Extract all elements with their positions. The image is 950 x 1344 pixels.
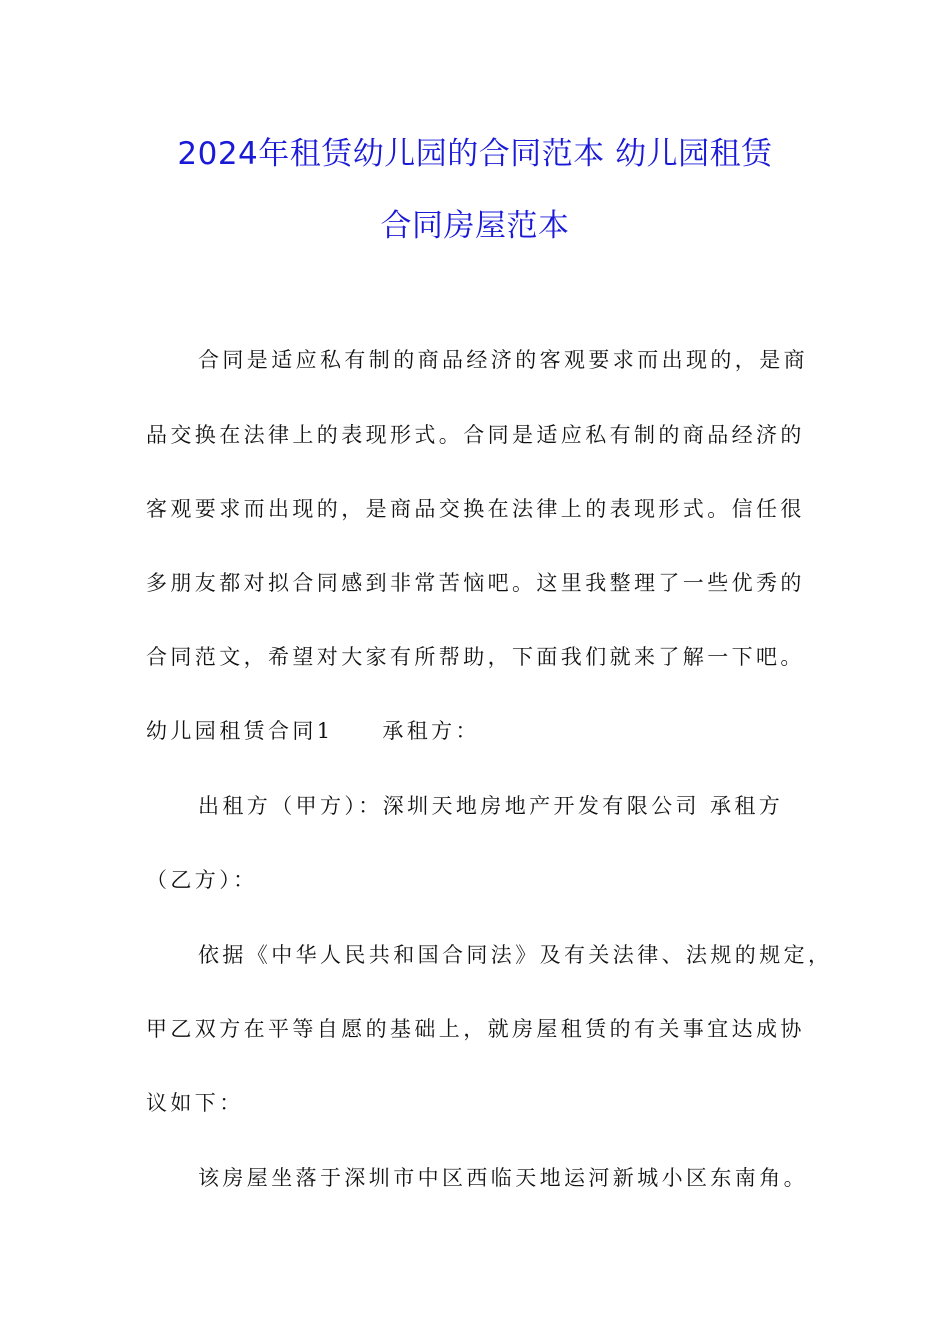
document-title-line-2: 合同房屋范本 bbox=[380, 208, 570, 244]
paragraph-line: 品交换在法律上的表现形式。合同是适应私有制的商品经济的 bbox=[146, 423, 805, 447]
paragraph-line: 甲乙双方在平等自愿的基础上，就房屋租赁的有关事宜达成协 bbox=[146, 1017, 805, 1041]
paragraph-line: 合同是适应私有制的商品经济的客观要求而出现的，是商 bbox=[198, 348, 808, 372]
paragraph-line: 多朋友都对拟合同感到非常苦恼吧。这里我整理了一些优秀的 bbox=[146, 571, 805, 595]
paragraph-line: 客观要求而出现的，是商品交换在法律上的表现形式。信任很 bbox=[146, 497, 805, 521]
paragraph-line: 依据《中华人民共和国合同法》及有关法律、法规的规定， bbox=[198, 943, 833, 967]
paragraph-line: 合同范文，希望对大家有所帮助，下面我们就来了解一下吧。 bbox=[146, 645, 805, 669]
paragraph-line: 议如下： bbox=[146, 1091, 244, 1115]
document-title-line-1: 2024年租赁幼儿园的合同范本 幼儿园租赁 bbox=[177, 136, 773, 172]
paragraph-line: 出租方（甲方）：深圳天地房地产开发有限公司 承租方 bbox=[198, 794, 784, 818]
paragraph-line: 该房屋坐落于深圳市中区西临天地运河新城小区东南角。 bbox=[198, 1166, 808, 1190]
paragraph-line: （乙方）： bbox=[146, 868, 258, 892]
section-heading: 幼儿园租赁合同1 承租方： bbox=[146, 719, 480, 743]
